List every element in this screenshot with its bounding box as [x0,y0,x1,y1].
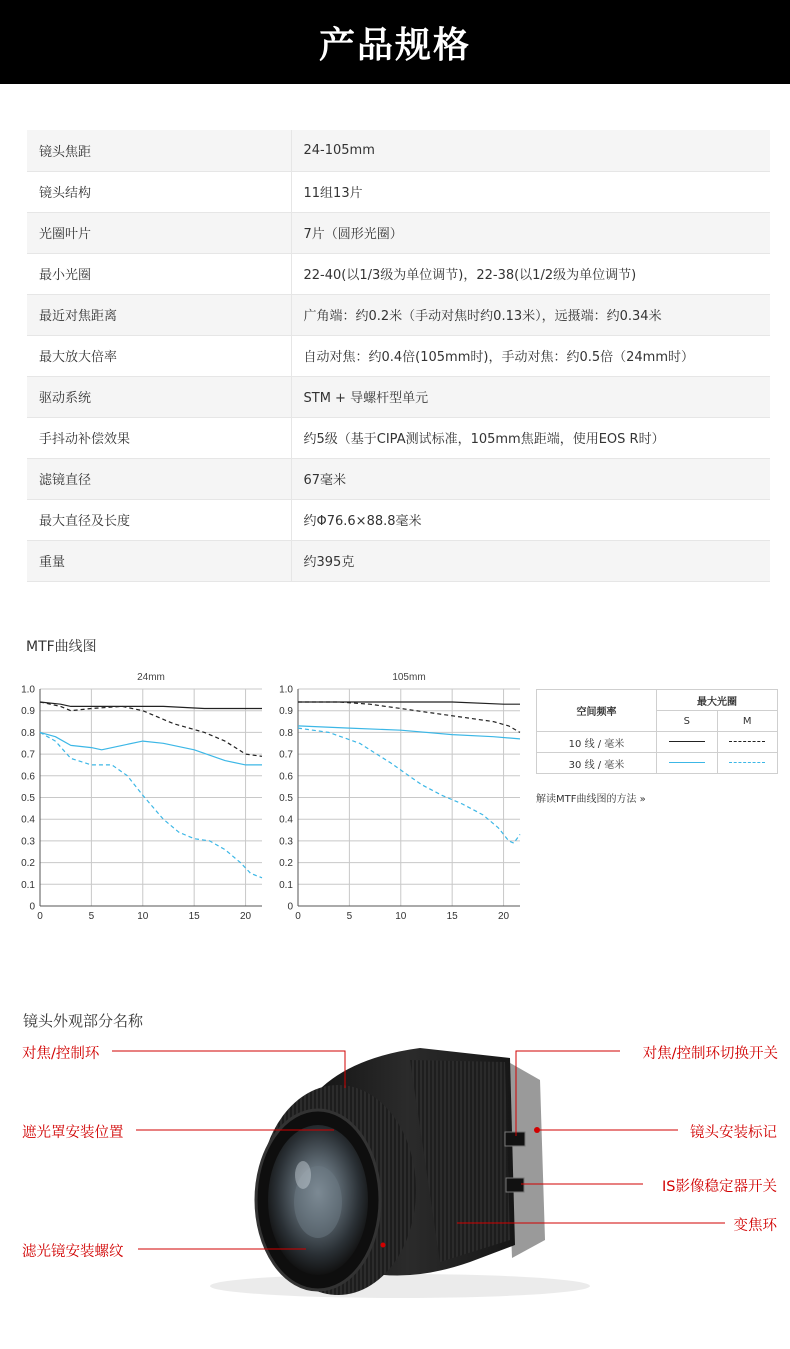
spec-label: 最小光圈 [27,253,291,294]
table-row [27,294,770,335]
legend-dashed-black-line [729,741,765,742]
spec-value: 自动对焦：约0.4倍(105mm时)，手动对焦：约0.5倍（24mm时） [291,335,770,376]
legend-dashed-blue-line [729,762,765,763]
spec-label: 最近对焦距离 [27,294,291,335]
table-row [27,130,770,171]
y-tick-label: 1.0 [279,684,293,696]
series-line-30M [298,728,520,843]
mtf-section-title: MTF曲线图 [26,639,97,655]
table-row [27,540,770,581]
table-row [27,417,770,458]
spec-label: 最大放大倍率 [27,335,291,376]
red-ring-dot [381,1243,386,1248]
y-tick-label: 0.3 [279,836,293,848]
spec-value: 广角端：约0.2米（手动对焦时约0.13米），远摄端：约0.34米 [291,294,770,335]
spec-value: 7片（圆形光圈） [291,212,770,253]
legend-solid-black-line [669,741,705,742]
spec-table [27,130,770,582]
spec-label: 驱动系统 [27,376,291,417]
label-focus-control-switch: 对焦/控制环切换开关 [642,1046,778,1062]
y-tick-label: 0.2 [279,858,293,870]
y-tick-label: 1.0 [21,684,35,696]
x-tick-label: 15 [446,911,458,922]
chart-title: 24mm [137,672,165,683]
spec-label: 光圈叶片 [27,212,291,253]
y-tick-label: 0.2 [21,858,35,870]
y-tick-label: 0.1 [21,879,35,891]
y-tick-label: 0.3 [21,836,35,848]
spec-value: 24-105mm [291,130,770,171]
spec-value: 11组13片 [291,171,770,212]
legend-30-s [657,753,718,774]
y-tick-label: 0.6 [21,771,35,783]
x-tick-label: 0 [295,911,301,922]
x-tick-label: 20 [239,911,252,922]
spec-label: 最大直径及长度 [27,499,291,540]
x-tick-label: 5 [88,911,95,922]
x-tick-label: 5 [346,911,353,922]
table-row [27,376,770,417]
mount-index-dot [534,1127,540,1133]
legend-10-m [717,732,778,753]
y-tick-label: 0.8 [21,727,35,739]
series-line-10S [298,702,520,704]
table-row [27,212,770,253]
label-filter-thread: 滤光镜安装螺纹 [22,1244,124,1260]
spec-value: 22-40(以1/3级为单位调节)，22-38(以1/2级为单位调节) [291,253,770,294]
y-tick-label: 0 [29,901,35,913]
spec-label: 镜头焦距 [27,130,291,171]
label-is-switch: IS影像稳定器开关 [662,1179,777,1195]
lens-shadow [210,1274,590,1298]
y-tick-label: 0.9 [279,706,293,718]
legend-m-header: M [717,711,778,732]
y-tick-label: 0.8 [279,727,293,739]
spec-label: 手抖动补偿效果 [27,417,291,458]
chart-title: 105mm [392,672,426,683]
legend-10-s [657,732,718,753]
x-tick-label: 15 [188,911,200,922]
label-zoom-ring: 变焦环 [733,1218,777,1234]
legend-30-m [717,753,778,774]
table-row [27,499,770,540]
label-hood-mount: 遮光罩安装位置 [22,1125,124,1141]
legend-row-30: 30 线 / 毫米 [537,753,657,774]
legend-aperture-header: 最大光圈 [657,690,778,711]
y-tick-label: 0.9 [21,706,35,718]
spec-label: 镜头结构 [27,171,291,212]
label-mount-index: 镜头安装标记 [690,1125,777,1141]
label-focus-control-ring: 对焦/控制环 [22,1046,100,1062]
legend-row-10: 10 线 / 毫米 [537,732,657,753]
table-row [27,458,770,499]
focus-control-switch [505,1132,525,1146]
table-row [27,171,770,212]
y-tick-label: 0 [287,901,293,913]
parts-section-title: 镜头外观部分名称 [23,1012,144,1030]
spec-value: 约5级（基于CIPA测试标准，105mm焦距端，使用EOS R时） [291,417,770,458]
table-row [27,335,770,376]
y-tick-label: 0.7 [21,749,35,761]
x-tick-label: 10 [395,911,407,922]
glass-highlight [295,1161,311,1189]
spec-value: 约Φ76.6×88.8毫米 [291,499,770,540]
spec-label: 重量 [27,540,291,581]
x-tick-label: 0 [37,911,43,922]
y-tick-label: 0.5 [21,793,35,804]
legend-s-header: S [657,711,718,732]
header-banner [0,0,790,84]
y-tick-label: 0.4 [21,814,35,826]
spec-label: 滤镜直径 [27,458,291,499]
is-switch [506,1178,524,1192]
y-tick-label: 0.7 [279,749,293,761]
page-title: 产品规格 [318,24,471,66]
x-tick-label: 20 [497,911,510,922]
mtf-chart-105mm [258,666,526,928]
spec-value: STM + 导螺杆型单元 [291,376,770,417]
x-tick-label: 10 [137,911,149,922]
y-tick-label: 0.5 [279,793,293,804]
series-line-10S [40,702,262,709]
spec-value: 约395克 [291,540,770,581]
table-row [27,253,770,294]
spec-value: 67毫米 [291,458,770,499]
legend-solid-blue-line [669,762,705,763]
mtf-help-link[interactable]: 解读MTF曲线图的方法 » [536,794,646,805]
mtf-chart-24mm [0,666,268,928]
y-tick-label: 0.6 [279,771,293,783]
legend-freq-header: 空间频率 [537,690,657,732]
series-line-10M [40,702,262,756]
series-line-30S [40,732,262,765]
y-tick-label: 0.1 [279,879,293,891]
y-tick-label: 0.4 [279,814,293,826]
mtf-legend-table [536,689,778,774]
